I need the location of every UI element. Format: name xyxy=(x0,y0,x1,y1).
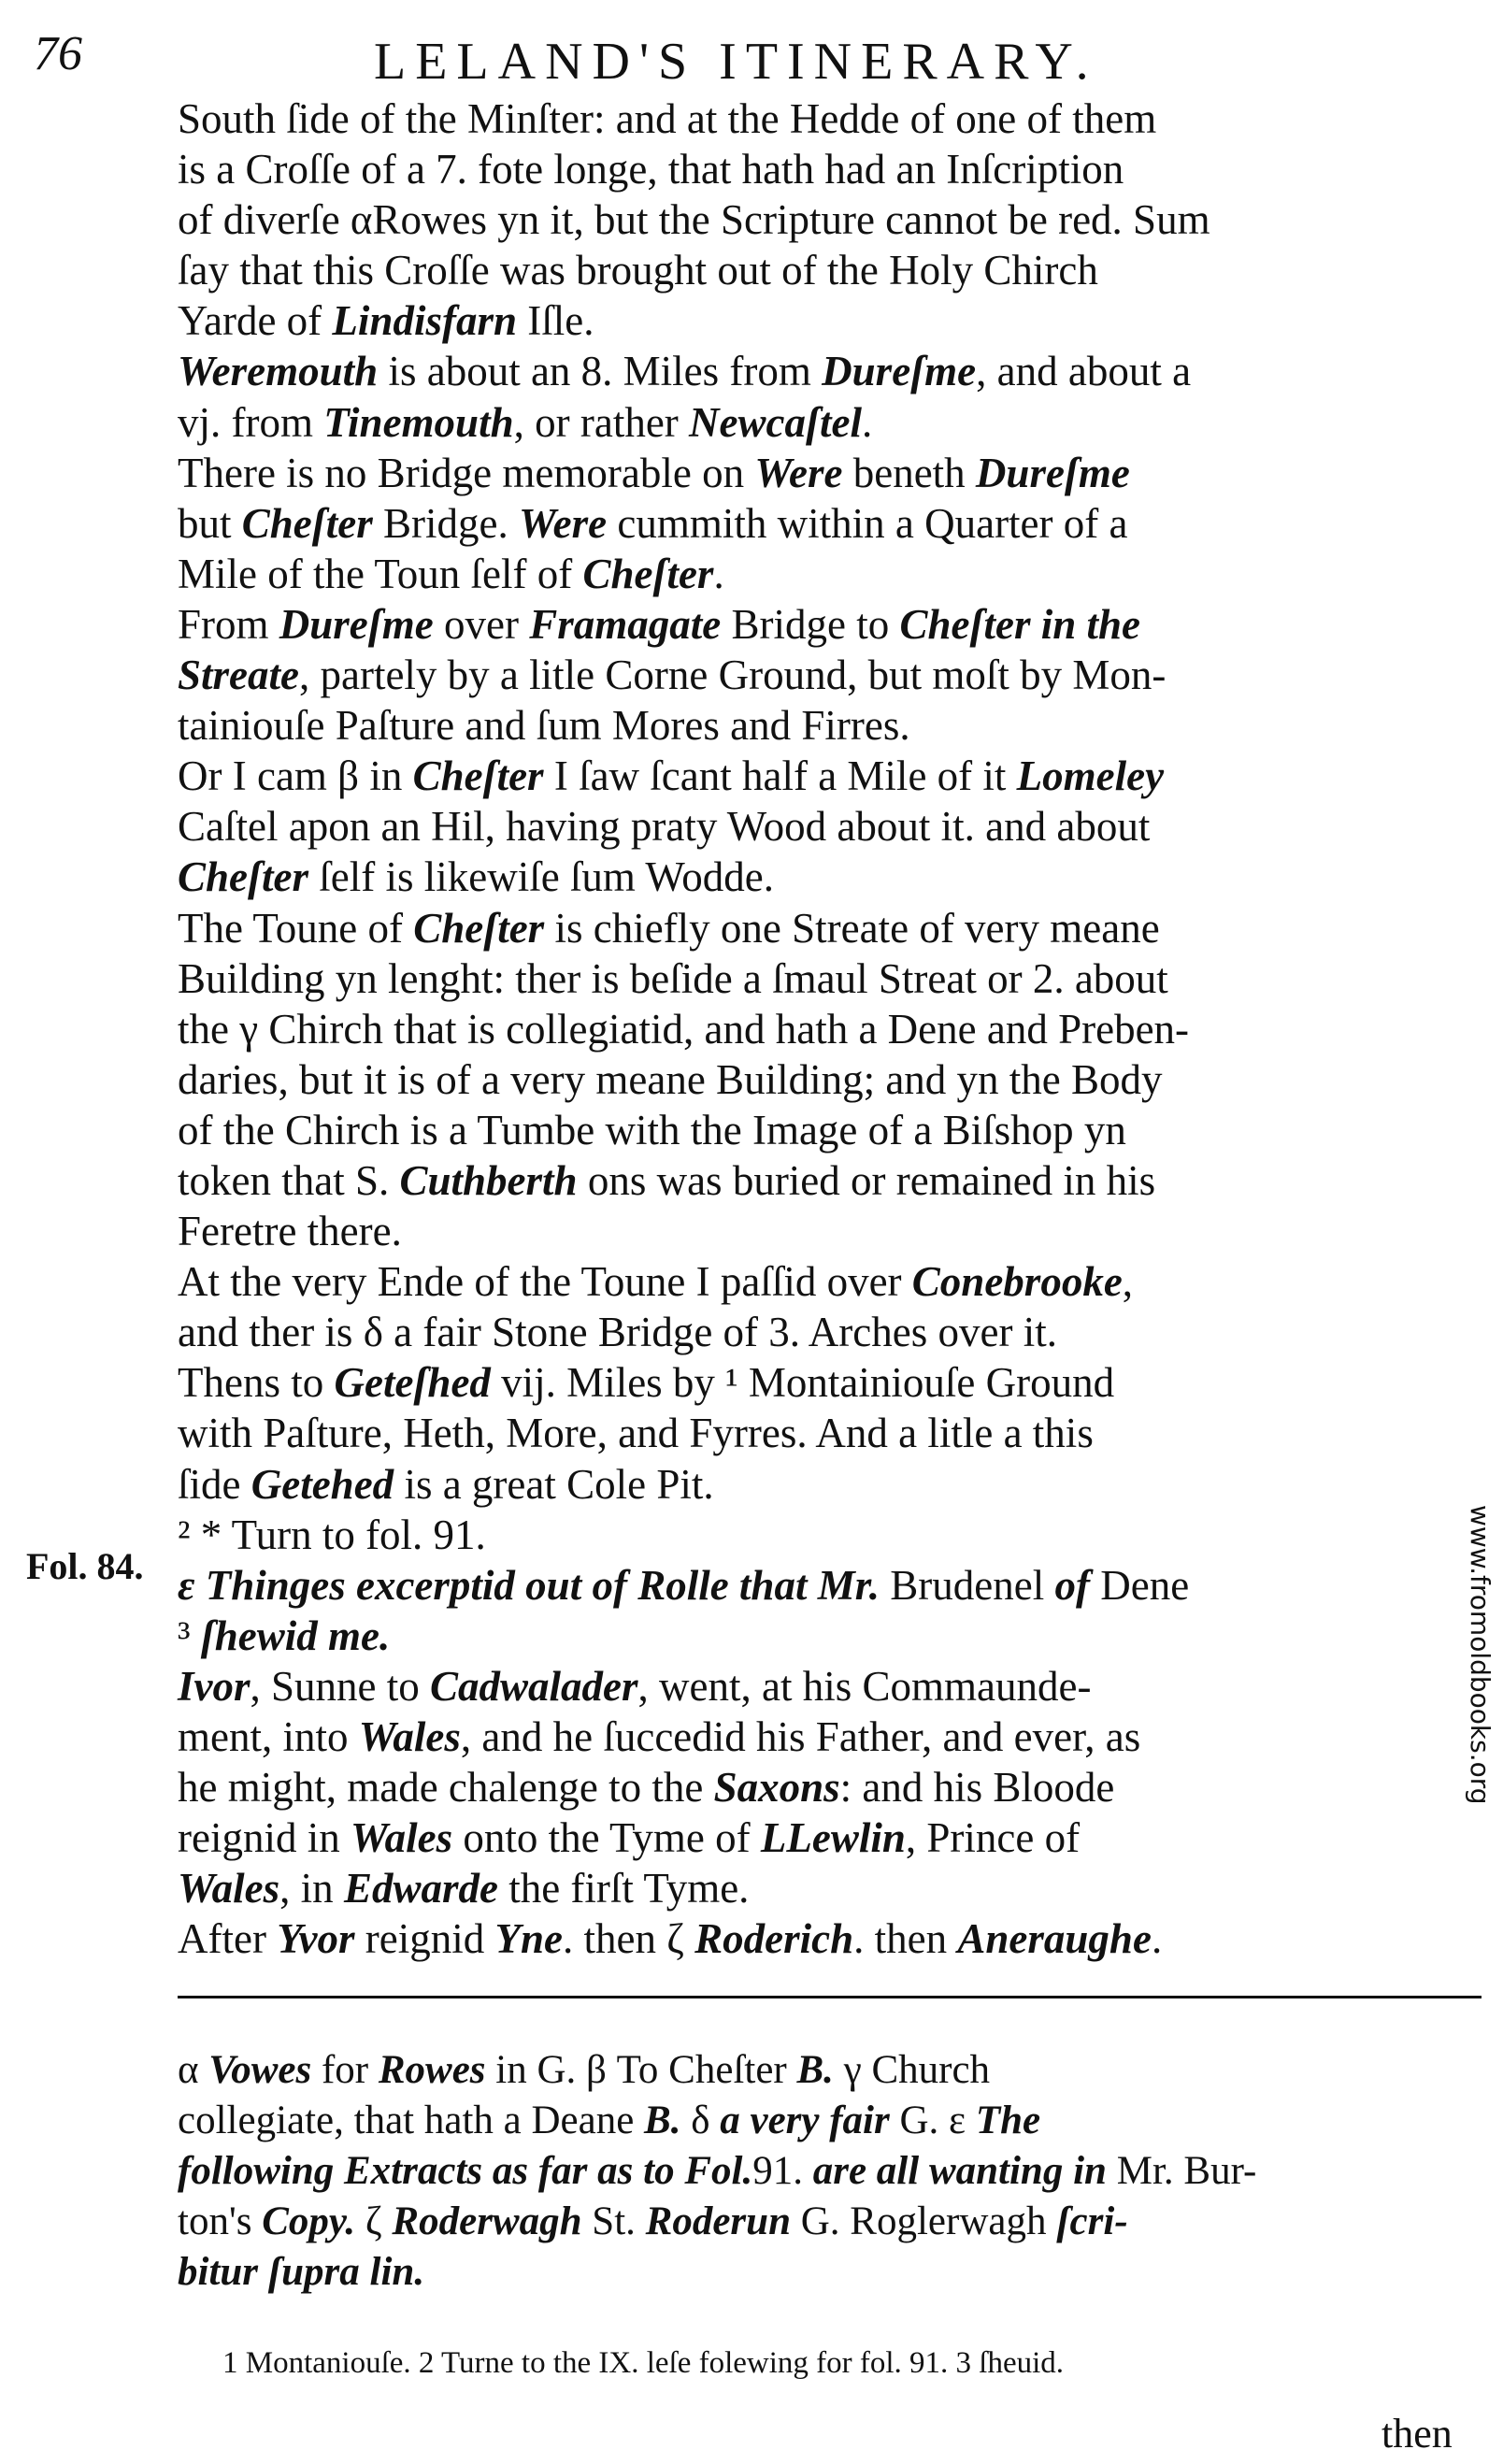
page-number: 76 xyxy=(34,27,82,80)
text-run: over xyxy=(433,600,530,648)
text-run: the firſt Tyme. xyxy=(497,1865,750,1912)
text-run: ³ xyxy=(178,1612,201,1659)
italic-text: Getehed xyxy=(250,1460,394,1508)
italic-text: Dureſme xyxy=(822,348,977,395)
italic-text: Wales xyxy=(358,1713,461,1760)
text-run: Dene xyxy=(1089,1561,1190,1609)
italic-text: Roderwagh xyxy=(392,2199,582,2244)
italic-text: following Extracts as far as to Fol. xyxy=(178,2149,753,2194)
text-run: , and he ſuccedid his Father, and ever, as xyxy=(460,1713,1141,1760)
text-run: he might, made chalenge to the xyxy=(178,1764,714,1812)
text-line xyxy=(178,498,1482,549)
text-run: in G. β To Cheſter xyxy=(485,2048,797,2092)
text-run: Caſtel apon an Hil, having praty Wood about it. and about xyxy=(178,803,1151,851)
italic-text: LLewlin xyxy=(760,1814,906,1862)
text-run: , xyxy=(1122,1258,1134,1306)
text-run: ton's xyxy=(178,2199,263,2244)
italic-text: Cadwalader xyxy=(430,1662,638,1710)
italic-text: Weremouth xyxy=(178,348,379,395)
text-line xyxy=(178,1206,1482,1256)
text-run: δ xyxy=(680,2099,721,2143)
footnote-line: 1 Montaniouſe. 2 Turne to the IX. leſe folewing for fol. 91. 3 ſheuid. xyxy=(222,2346,1065,2380)
italic-text: Lindisfarn xyxy=(332,297,517,345)
text-line xyxy=(178,650,1482,700)
text-line xyxy=(178,1863,1482,1913)
italic-text: Streate xyxy=(178,652,299,699)
text-run: Iſle. xyxy=(516,297,594,345)
text-line xyxy=(178,1611,1482,1661)
text-run: tainiouſe Paſture and ſum Mores and Firres. xyxy=(178,702,910,750)
italic-text: Ivor xyxy=(178,1662,250,1710)
text-line xyxy=(178,245,1482,295)
text-run: , Prince of xyxy=(905,1814,1081,1862)
italic-text: a very fair xyxy=(720,2099,890,2143)
text-line xyxy=(178,1307,1482,1357)
catchword: then xyxy=(1381,2411,1453,2457)
text-line xyxy=(178,1661,1482,1712)
text-line xyxy=(178,1712,1482,1762)
italic-text: Yne xyxy=(494,1915,564,1963)
italic-text: Aneraughe xyxy=(957,1915,1152,1963)
text-run: ons was buried or remained in his xyxy=(577,1156,1156,1204)
text-run: Thens to xyxy=(178,1359,335,1407)
italic-text: Cheſter xyxy=(178,853,308,901)
text-run: is about an 8. Miles from xyxy=(378,348,823,395)
margin-folio-note: Fol. 84. xyxy=(26,1545,144,1587)
italic-text: Edwarde xyxy=(343,1865,498,1912)
text-run: . xyxy=(861,398,873,446)
body-text xyxy=(178,93,1482,1964)
text-line xyxy=(178,93,1482,144)
italic-text: of xyxy=(1054,1561,1090,1609)
text-run: Brudenel xyxy=(880,1561,1055,1609)
text-line xyxy=(178,599,1482,650)
italic-text: Saxons xyxy=(713,1764,840,1812)
text-run: is chiefly one Streate of very meane xyxy=(544,904,1160,952)
text-run: I ſaw ſcant half a Mile of it xyxy=(543,752,1017,800)
text-run: . then ζ xyxy=(563,1915,695,1963)
text-run: After xyxy=(178,1915,278,1963)
text-run: G. ε xyxy=(889,2099,976,2143)
text-run: Bridge to xyxy=(721,600,900,648)
text-run: At the very Ende of the Toune I paſſid over xyxy=(178,1258,912,1306)
italic-text: Lomeley xyxy=(1016,752,1165,800)
italic-text: Were xyxy=(754,449,843,496)
text-run: ſelf is likewiſe ſum Wodde. xyxy=(308,853,774,901)
text-line xyxy=(178,751,1482,801)
text-run: the γ Chirch that is collegiatid, and hath a Dene and Preben- xyxy=(178,1005,1190,1053)
text-line xyxy=(178,295,1482,346)
italic-text: Cheſter xyxy=(241,499,373,547)
italic-text: ε Thinges excerptid out of Rolle that Mr. xyxy=(178,1561,880,1609)
text-run: cummith within a Quarter of a xyxy=(607,499,1128,547)
text-line xyxy=(178,1256,1482,1307)
note-line xyxy=(178,2197,1482,2247)
italic-text: Roderich xyxy=(694,1915,854,1963)
text-run: onto the Tyme of xyxy=(452,1814,761,1862)
running-title: LELAND'S ITINERARY. xyxy=(374,33,1098,91)
italic-text: Cheſter xyxy=(413,904,545,952)
text-run: G. Roglerwagh xyxy=(791,2199,1057,2244)
notes-divider-rule xyxy=(178,1996,1482,1998)
italic-text: ſhewid me. xyxy=(200,1612,391,1659)
text-line xyxy=(178,549,1482,599)
text-line xyxy=(178,852,1482,902)
italic-text: Cheſter xyxy=(582,550,714,597)
note-line xyxy=(178,2146,1482,2197)
text-run: ζ xyxy=(355,2199,393,2244)
italic-text: Wales xyxy=(178,1865,280,1912)
italic-text: B. xyxy=(796,2048,834,2092)
text-run: for xyxy=(311,2048,379,2092)
text-run: ſide xyxy=(178,1460,251,1508)
italic-text: Cheſter in the xyxy=(899,600,1140,648)
italic-text: Rowes xyxy=(378,2048,486,2092)
italic-text: The xyxy=(975,2099,1041,2143)
text-run: is a great Cole Pit. xyxy=(394,1460,714,1508)
text-line xyxy=(178,1560,1482,1611)
italic-text: Tinemouth xyxy=(323,398,514,446)
text-line xyxy=(178,346,1482,396)
text-run: , or rather xyxy=(513,398,690,446)
text-run: α xyxy=(178,2048,209,2092)
text-line xyxy=(178,1004,1482,1054)
text-run: beneth xyxy=(842,449,976,496)
text-line xyxy=(178,1105,1482,1155)
italic-text: Geteſhed xyxy=(334,1359,491,1407)
text-run: and ther is δ a fair Stone Bridge of 3. Arches over it. xyxy=(178,1309,1057,1356)
text-run: vij. Miles by ¹ Montainiouſe Ground xyxy=(490,1359,1115,1407)
text-run: St. xyxy=(581,2199,646,2244)
text-run: reignid xyxy=(354,1915,495,1963)
italic-text: bitur ſupra lin. xyxy=(178,2250,425,2295)
text-run: ſay that this Croſſe was brought out of the Holy Chirch xyxy=(178,247,1098,294)
text-run: : and his Bloode xyxy=(839,1764,1115,1812)
text-line xyxy=(178,801,1482,852)
text-line xyxy=(178,1357,1482,1408)
text-run: Building yn lenght: ther is beſide a ſmaul Streat or 2. about xyxy=(178,954,1168,1002)
text-line xyxy=(178,1459,1482,1510)
note-line xyxy=(178,2045,1482,2096)
italic-text: Roderun xyxy=(645,2199,791,2244)
italic-text: Dureſme xyxy=(279,600,434,648)
text-run: 91. xyxy=(752,2149,813,2194)
text-run: From xyxy=(178,600,279,648)
watermark: www.fromoldbooks.org xyxy=(1465,1505,1496,1805)
text-run: Mr. Bur- xyxy=(1106,2149,1257,2194)
text-run: but xyxy=(178,499,242,547)
italic-text: Yvor xyxy=(277,1915,355,1963)
text-run: South ſide of the Minſter: and at the Hedde of one of them xyxy=(178,95,1157,142)
note-line xyxy=(178,2247,1482,2298)
text-run: of the Chirch is a Tumbe with the Image of a Biſshop yn xyxy=(178,1106,1126,1153)
text-run: Feretre there. xyxy=(178,1208,402,1255)
text-line xyxy=(178,448,1482,498)
text-run: collegiate, that hath a Deane xyxy=(178,2099,645,2143)
text-run: . xyxy=(1151,1915,1163,1963)
italic-text: Cheſter xyxy=(412,752,544,800)
italic-text: Copy. xyxy=(262,2199,356,2244)
text-run: . xyxy=(713,550,724,597)
italic-text: are all wanting in xyxy=(812,2149,1107,2194)
text-line xyxy=(178,1408,1482,1458)
italic-text: Framagate xyxy=(529,600,722,648)
text-run: Mile of the Toun ſelf of xyxy=(178,550,583,597)
text-line xyxy=(178,1812,1482,1863)
italic-text: Conebrooke xyxy=(911,1258,1123,1306)
text-run: Bridge. xyxy=(372,499,519,547)
italic-text: Vowes xyxy=(208,2048,312,2092)
text-run: The Toune of xyxy=(178,904,414,952)
text-line xyxy=(178,903,1482,953)
italic-text: Newcaſtel xyxy=(689,398,862,446)
text-line xyxy=(178,700,1482,751)
text-line xyxy=(178,194,1482,245)
italic-text: Cuthberth xyxy=(399,1156,578,1204)
text-line xyxy=(178,1762,1482,1812)
italic-text: B. xyxy=(644,2099,681,2143)
text-run: , in xyxy=(279,1865,344,1912)
note-line xyxy=(178,2096,1482,2146)
editorial-notes xyxy=(178,2045,1482,2298)
text-run: ² * Turn to fol. 91. xyxy=(178,1511,486,1558)
text-run: Yarde of xyxy=(178,297,333,345)
text-run: γ Church xyxy=(833,2048,991,2092)
italic-text: Wales xyxy=(350,1814,453,1862)
text-line xyxy=(178,397,1482,448)
text-run: vj. from xyxy=(178,398,324,446)
text-run: reignid in xyxy=(178,1814,351,1862)
italic-text: Dureſme xyxy=(975,449,1130,496)
italic-text: ſcri- xyxy=(1056,2199,1128,2244)
text-run: token that S. xyxy=(178,1156,400,1204)
text-line xyxy=(178,1510,1482,1560)
text-line xyxy=(178,144,1482,194)
text-line xyxy=(178,1913,1482,1964)
text-run: There is no Bridge memorable on xyxy=(178,449,755,496)
text-run: is a Croſſe of a 7. fote longe, that hath had an Inſcription xyxy=(178,146,1124,193)
text-line xyxy=(178,1155,1482,1206)
text-line xyxy=(178,1054,1482,1105)
text-run: of diverſe αRowes yn it, but the Scripture cannot be red. Sum xyxy=(178,196,1210,244)
text-line xyxy=(178,953,1482,1004)
text-run: , went, at his Commaunde- xyxy=(637,1662,1092,1710)
text-run: , partely by a litle Corne Ground, but moſt by Mon- xyxy=(299,652,1167,699)
text-run: , Sunne to xyxy=(250,1662,431,1710)
italic-text: Were xyxy=(519,499,608,547)
text-run: , and about a xyxy=(976,348,1192,395)
text-run: . then xyxy=(853,1915,958,1963)
text-run: daries, but it is of a very meane Building; and yn the Body xyxy=(178,1055,1163,1103)
text-run: ment, into xyxy=(178,1713,359,1760)
text-run: Or I cam β in xyxy=(178,752,413,800)
text-run: with Paſture, Heth, More, and Fyrres. And a litle a this xyxy=(178,1410,1094,1457)
